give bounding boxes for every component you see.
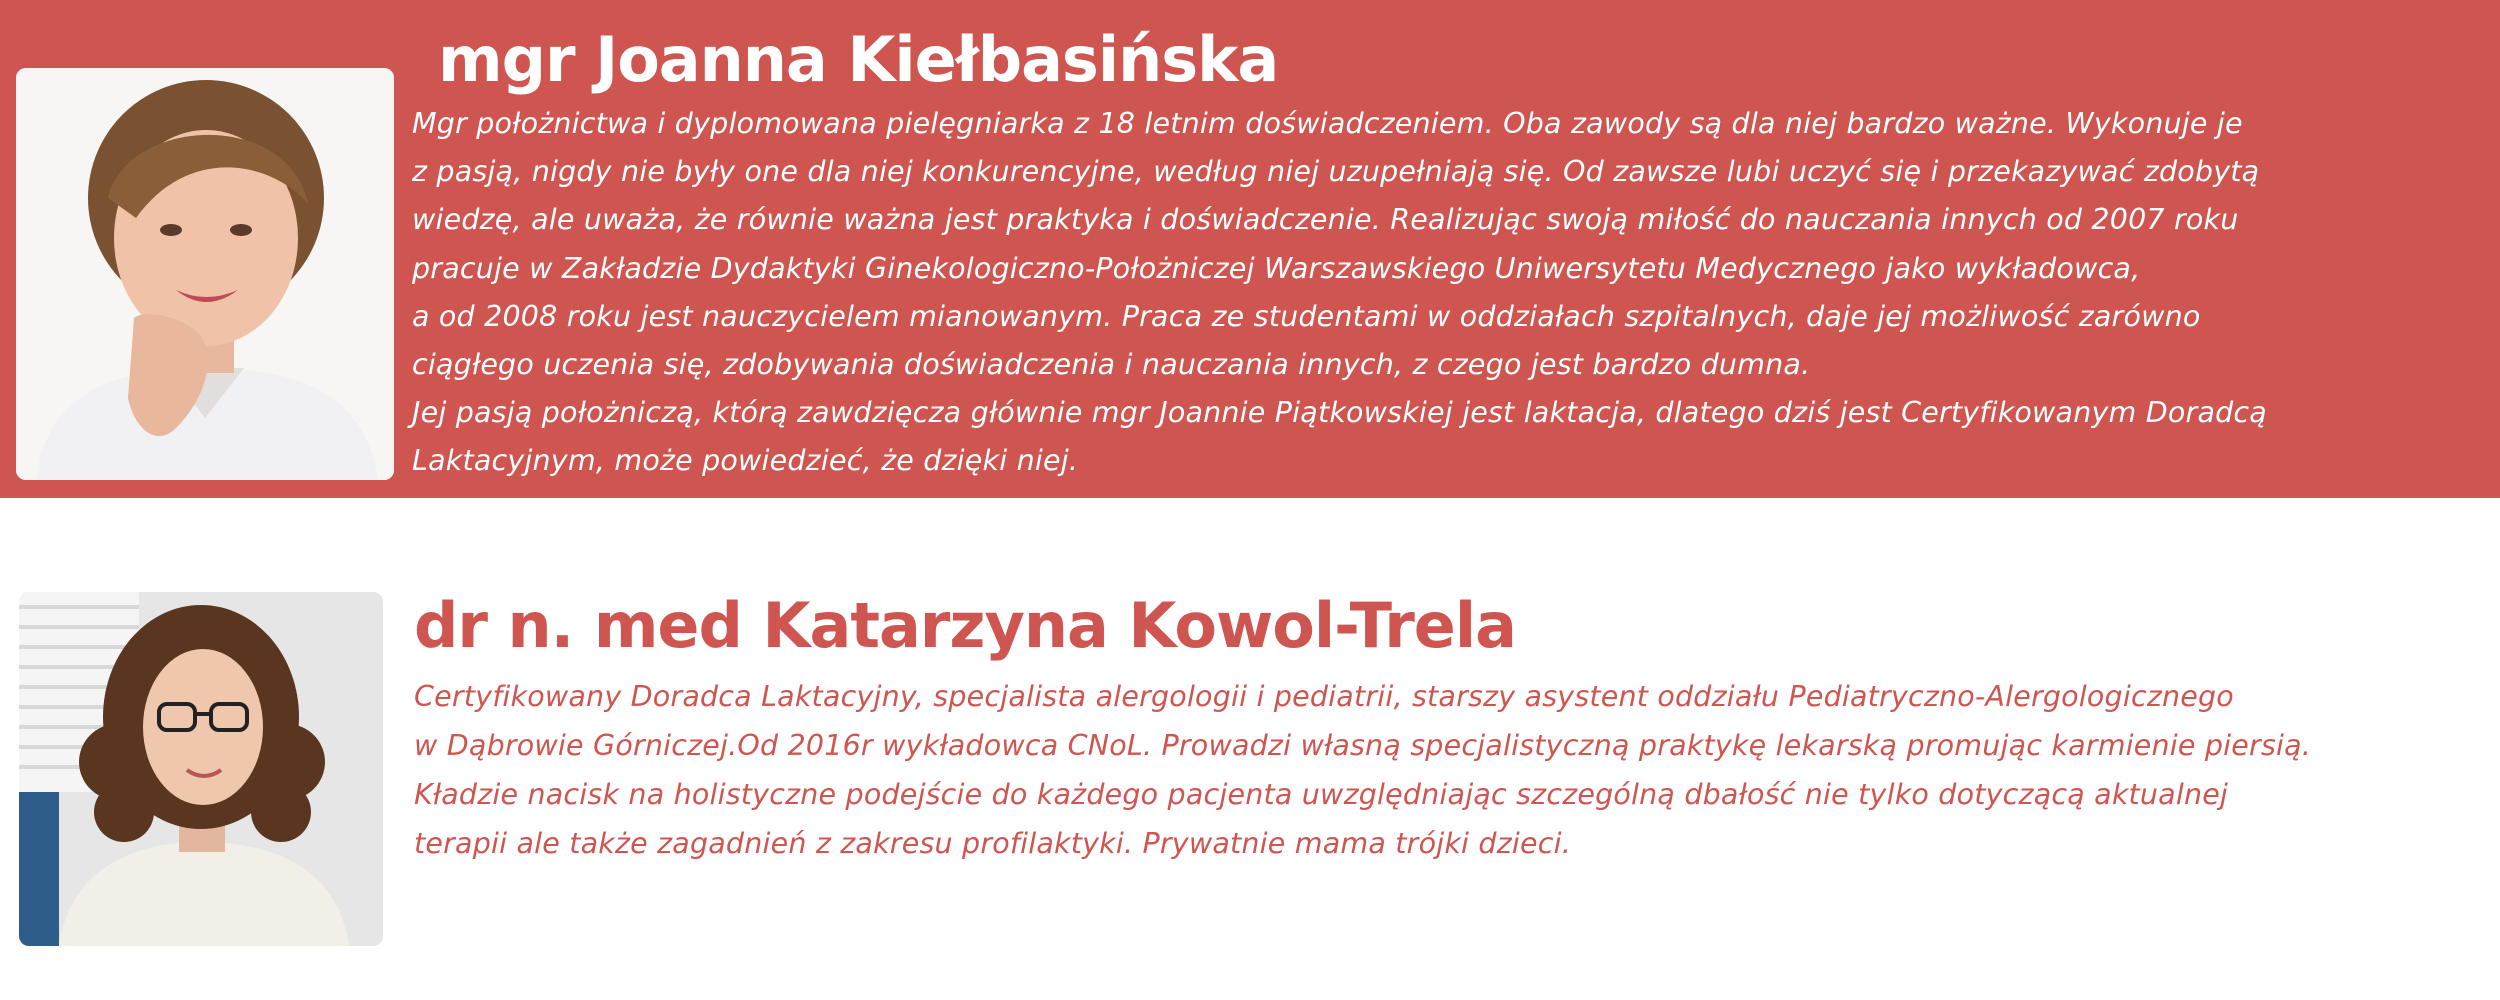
bio-line: wiedzę, ale uważa, że równie ważna jest praktyka i doświadczenie. Realizując swoją miłość do nauczania innych od 2007 roku (412, 203, 2239, 237)
profile-bio-katarzyna (414, 672, 2311, 868)
bio-line: Mgr położnictwa i dyplomowana pielęgniarka z 18 letnim doświadczeniem. Oba zawody są dla niej bardzo ważne. Wykonuje je (412, 107, 2243, 140)
profile-bio-joanna (412, 100, 2267, 486)
bio-line: z pasją, nigdy nie były one dla niej konkurencyjne, według niej uzupełniają się. Od zawsze lubi uczyć się i przekazywać zdobytą (412, 155, 2260, 189)
bio-line: Certyfikowany Doradca Laktacyjny, specjalista alergologii i pediatrii, starszy asystent oddziału Pediatryczno-Alergologicznego (414, 680, 2234, 713)
profile-photo-katarzyna (19, 592, 383, 946)
profile-photo-joanna (16, 68, 394, 480)
bio-line: a od 2008 roku jest nauczycielem mianowanym. Praca ze studentami w oddziałach szpitalnych, daje jej możliwość zarówno (412, 299, 2201, 333)
bio-line: Laktacyjnym, może powiedzieć, że dzięki niej. (412, 444, 1079, 478)
bio-line: terapii ale także zagadnień z zakresu profilaktyki. Prywatnie mama trójki dzieci. (414, 827, 1571, 860)
profile-name-katarzyna: dr n. med Katarzyna Kowol-Trela (414, 589, 1516, 662)
bio-line: ciągłego uczenia się, zdobywania doświadczenia i nauczania innych, z czego jest bardzo dumna. (412, 348, 1811, 382)
bio-line: Kładzie nacisk na holistyczne podejście do każdego pacjenta uwzględniając szczególną dbałość nie tylko dotyczącą aktualnej (414, 778, 2229, 811)
profile-name-joanna: mgr Joanna Kiełbasińska (438, 23, 1279, 96)
bio-line: pracuje w Zakładzie Dydaktyki Ginekologiczno-Położniczej Warszawskiego Uniwersytetu Medycznego jako wykładowca, (412, 251, 2141, 285)
bio-line: Jej pasją położniczą, którą zawdzięcza głównie mgr Joannie Piątkowskiej jest laktacja, dlatego dziś jest Certyfikowanym Doradcą (412, 396, 2267, 430)
bio-line: w Dąbrowie Górniczej.Od 2016r wykładowca CNoL. Prowadzi własną specjalistyczną praktykę lekarską promując karmienie piersią. (414, 729, 2312, 762)
